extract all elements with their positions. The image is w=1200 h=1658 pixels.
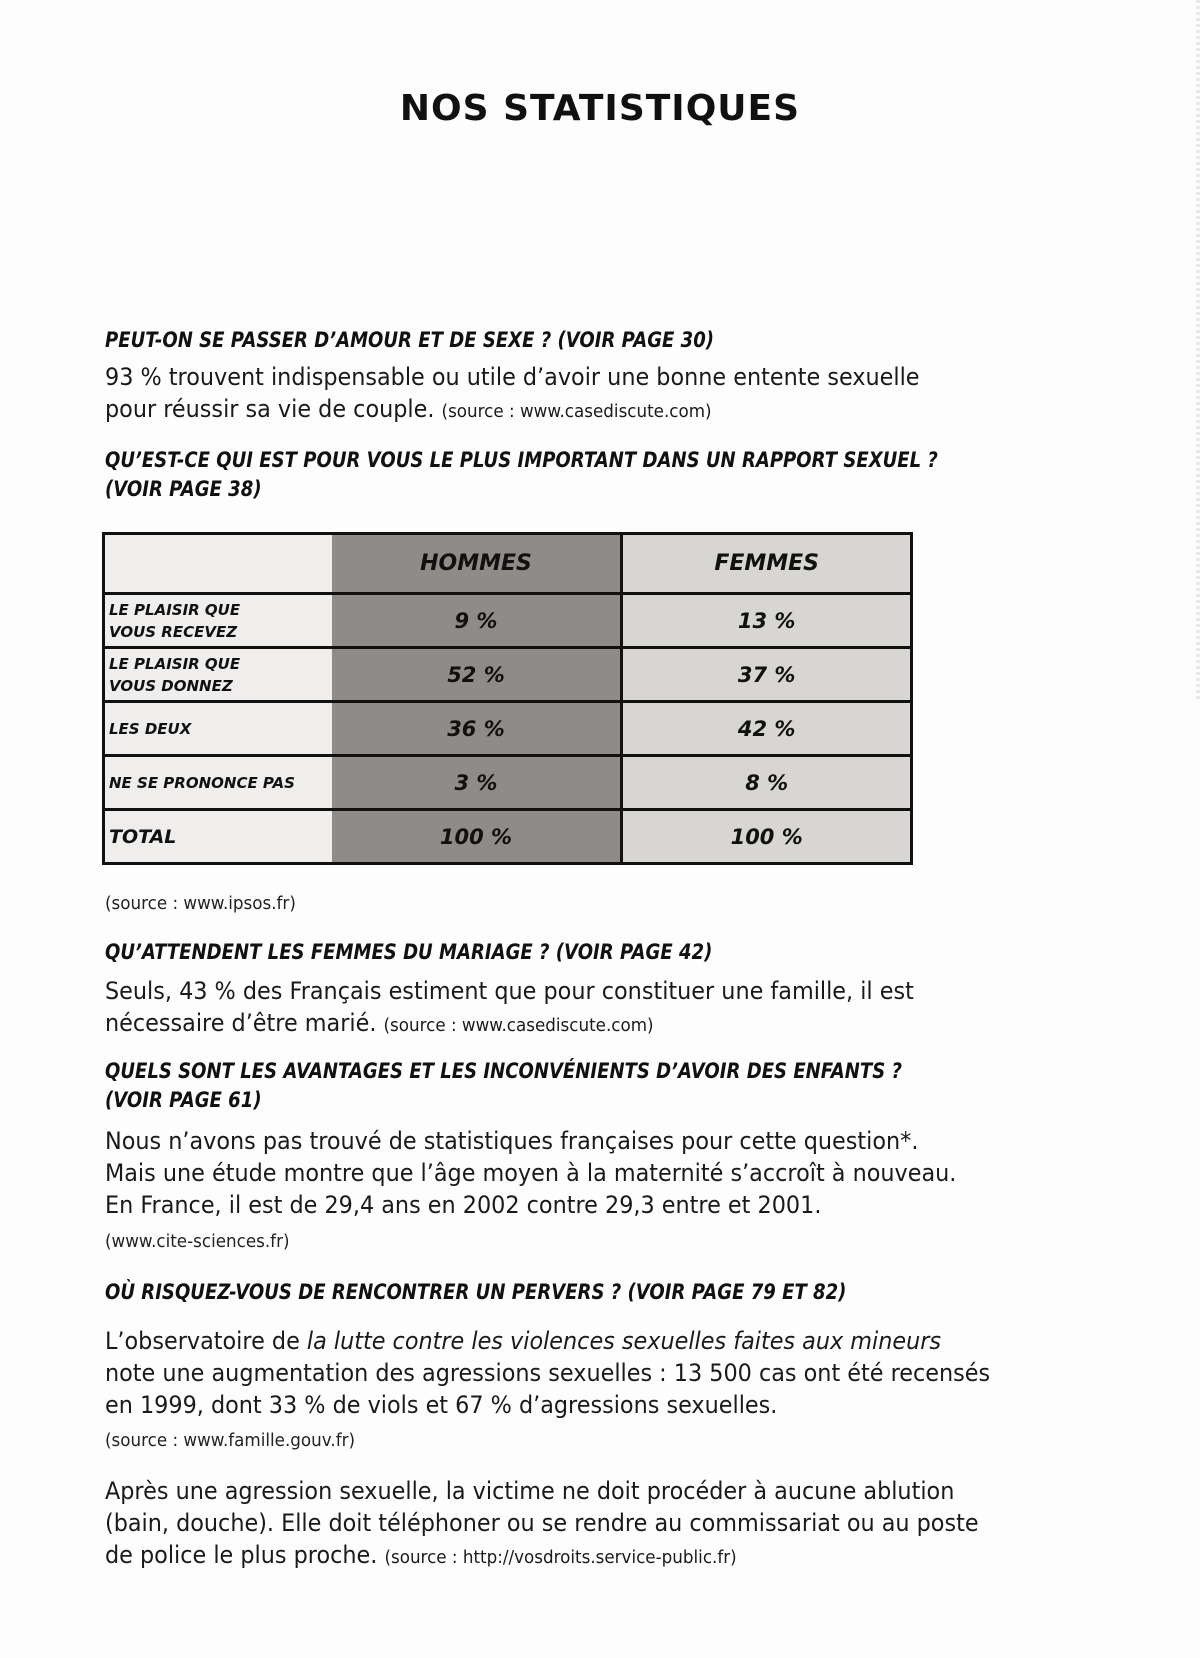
source-citation: (source : www.famille.gouv.fr) [105, 1430, 356, 1451]
section-text-mariage [105, 975, 914, 1042]
table-row [104, 702, 912, 756]
cell-hommes: 3 % [332, 756, 622, 810]
table-row [104, 594, 912, 648]
table-header-empty [104, 534, 332, 594]
stats-table [102, 532, 913, 865]
text-line: Après une agression sexuelle, la victime ne doit procéder à aucune ablution [105, 1477, 955, 1505]
section-heading-enfants [105, 1057, 902, 1115]
cell-femmes: 100 % [622, 810, 912, 864]
row-label: TOTAL [104, 810, 332, 864]
source-citation: (source : www.ipsos.fr) [105, 893, 296, 914]
source-citation: (www.cite-sciences.fr) [105, 1231, 290, 1252]
section-text-agression [105, 1475, 979, 1574]
heading-line: QU’EST-CE QUI EST POUR VOUS LE PLUS IMPORTANT DANS UN RAPPORT SEXUEL ? [105, 448, 938, 472]
table-header-row [104, 534, 912, 594]
text-line: en 1999, dont 33 % de viols et 67 % d’agressions sexuelles. [105, 1391, 778, 1419]
heading-line: (VOIR PAGE 38) [105, 477, 262, 501]
source-citation: (source : www.casediscute.com) [383, 1015, 654, 1036]
text-line: Nous n’avons pas trouvé de statistiques françaises pour cette question*. [105, 1127, 919, 1155]
section-heading-rapport [105, 446, 938, 504]
section-text-amour [105, 361, 920, 428]
text-span: L’observatoire de [105, 1327, 307, 1355]
heading-line: (VOIR PAGE 61) [105, 1088, 262, 1112]
cell-hommes: 52 % [332, 648, 622, 702]
text-line: Mais une étude montre que l’âge moyen à la maternité s’accroît à nouveau. [105, 1159, 957, 1187]
page-title: NOS STATISTIQUES [399, 88, 801, 129]
section-heading-mariage: QU’ATTENDENT LES FEMMES DU MARIAGE ? (VOIR PAGE 42) [105, 940, 713, 964]
row-label: NE SE PRONONCE PAS [104, 756, 332, 810]
text-line: note une augmentation des agressions sexuelles : 13 500 cas ont été recensés [105, 1359, 991, 1387]
section-text-enfants [105, 1125, 956, 1221]
text-line: nécessaire d’être marié. [105, 1009, 377, 1037]
cell-hommes: 100 % [332, 810, 622, 864]
cell-hommes: 36 % [332, 702, 622, 756]
row-label: LE PLAISIR QUE VOUS DONNEZ [104, 648, 332, 702]
cell-femmes: 13 % [622, 594, 912, 648]
row-label: LE PLAISIR QUE VOUS RECEVEZ [104, 594, 332, 648]
text-line: pour réussir sa vie de couple. [105, 395, 435, 423]
section-text-pervers [105, 1325, 990, 1421]
section-heading-pervers: OÙ RISQUEZ-VOUS DE RENCONTRER UN PERVERS ? (VOIR PAGE 79 ET 82) [105, 1280, 847, 1304]
cell-femmes: 37 % [622, 648, 912, 702]
cell-femmes: 8 % [622, 756, 912, 810]
italic-text: la lutte contre les violences sexuelles faites aux mineurs [306, 1327, 942, 1355]
table-row [104, 648, 912, 702]
text-line: Seuls, 43 % des Français estiment que pour constituer une famille, il est [105, 977, 914, 1005]
table-row-total [104, 810, 912, 864]
row-label: LES DEUX [104, 702, 332, 756]
cell-femmes: 42 % [622, 702, 912, 756]
text-line: de police le plus proche. [105, 1541, 378, 1569]
section-heading-amour: PEUT-ON SE PASSER D’AMOUR ET DE SEXE ? (VOIR PAGE 30) [105, 328, 715, 352]
text-line: 93 % trouvent indispensable ou utile d’avoir une bonne entente sexuelle [105, 363, 920, 391]
heading-line: QUELS SONT LES AVANTAGES ET LES INCONVÉNIENTS D’AVOIR DES ENFANTS ? [105, 1059, 902, 1083]
source-citation: (source : www.casediscute.com) [441, 401, 712, 422]
cell-hommes: 9 % [332, 594, 622, 648]
table-row [104, 756, 912, 810]
table-header-hommes: HOMMES [332, 534, 622, 594]
text-line: En France, il est de 29,4 ans en 2002 contre 29,3 entre et 2001. [105, 1191, 822, 1219]
table-header-femmes: FEMMES [622, 534, 912, 594]
source-citation: (source : http://vosdroits.service-public.fr) [384, 1547, 737, 1568]
text-line: (bain, douche). Elle doit téléphoner ou se rendre au commissariat ou au poste [105, 1509, 979, 1537]
